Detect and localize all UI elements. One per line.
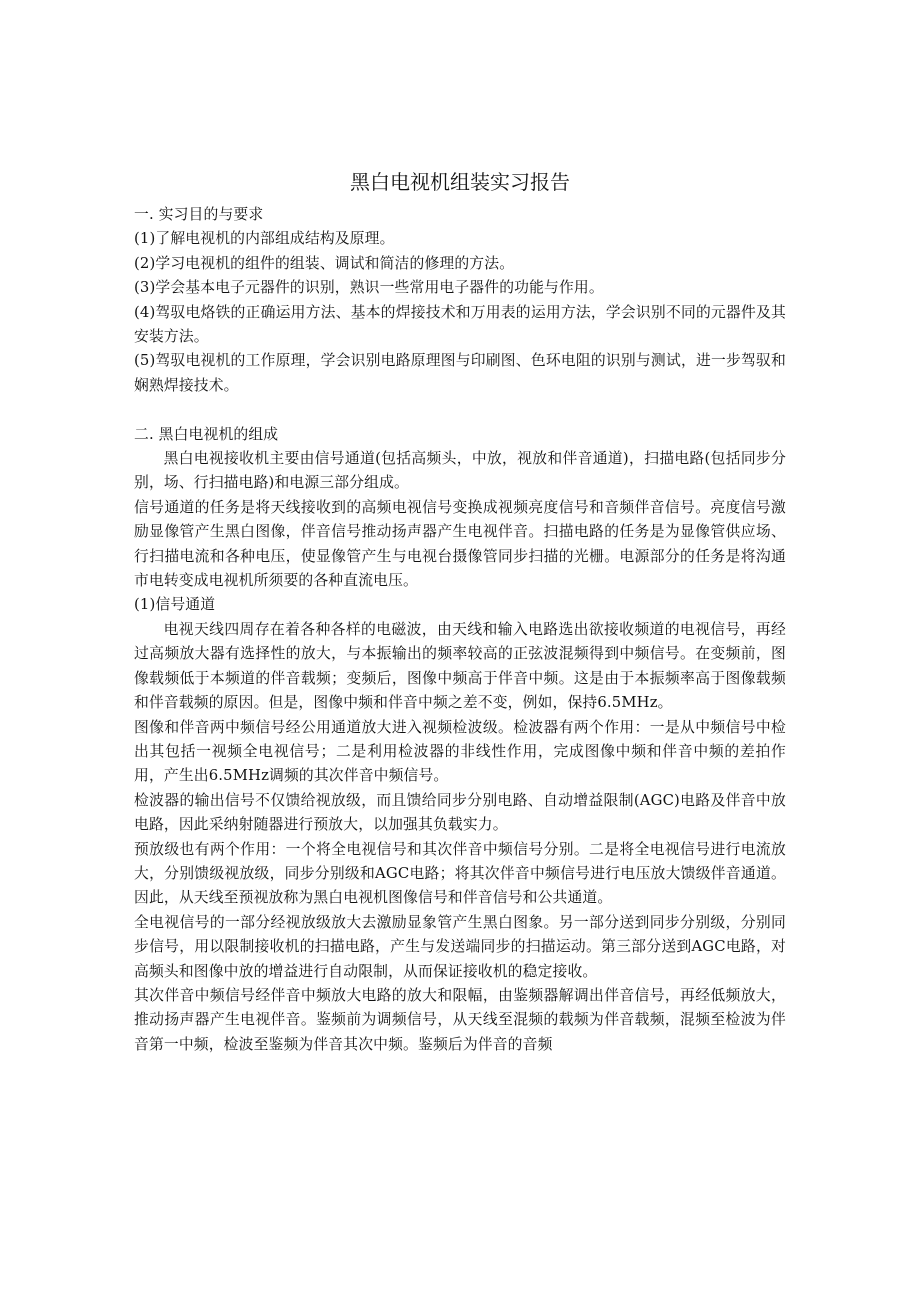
list-item: (3)学会基本电子元器件的识别，熟识一些常用电子器件的功能与作用。 bbox=[134, 279, 604, 297]
list-item: (2)学习电视机的组件的组装、调试和简洁的修理的方法。 bbox=[134, 254, 515, 272]
list-item: (5)驾驭电视机的工作原理，学会识别电路原理图与印刷图、色环电阻的识别与测试，进一步驾驭和娴熟焊接技术。 bbox=[134, 352, 786, 394]
subheading: (1)信号通道 bbox=[134, 596, 216, 614]
document-title: 黑白电视机组装实习报告 bbox=[350, 170, 570, 194]
document-body bbox=[134, 203, 786, 1057]
paragraph: 黑白电视接收机主要由信号通道(包括高频头，中放，视放和伴音通道)，扫描电路(包括同步分别，场、行扫描电路)和电源三部分组成。 bbox=[134, 450, 786, 492]
paragraph: 全电视信号的一部分经视放级放大去激励显象管产生黑白图象。另一部分送到同步分别级，分别同步信号，用以限制接收机的扫描电路，产生与发送端同步的扫描运动。第三部分送到AGC电路，对高频头和图像中放的增益进行自动限制，从而保证接收机的稳定接收。 bbox=[134, 913, 786, 980]
paragraph: 信号通道的任务是将天线接收到的高频电视信号变换成视频亮度信号和音频伴音信号。亮度信号激励显像管产生黑白图像，伴音信号推动扬声器产生电视伴音。扫描电路的任务是为显像管供应场、行扫描电流和各种电压，使显像管产生与电视台摄像管同步扫描的光栅。电源部分的任务是将沟通市电转变成电视机所须要的各种直流电压。 bbox=[134, 498, 786, 590]
section-heading: 二. 黑白电视机的组成 bbox=[134, 425, 279, 443]
paragraph: 电视天线四周存在着各种各样的电磁波，由天线和输入电路选出欲接收频道的电视信号，再经过高频放大器有选择性的放大，与本振输出的频率较高的正弦波混频得到中频信号。在变频前，图像载频低于本频道的伴音载频；变频后，图像中频高于伴音中频。这是由于本振频率高于图像载频和伴音载频的原因。但是，图像中频和伴音中频之差不变，例如，保持6.5MHz。 bbox=[134, 620, 786, 712]
section-gap bbox=[134, 398, 786, 422]
paragraph: 预放级也有两个作用：一个将全电视信号和其次伴音中频信号分别。二是将全电视信号进行电流放大，分别馈级视放级，同步分别级和AGC电路；将其次伴音中频信号进行电压放大馈级伴音通道。因此，从天线至预视放称为黑白电视机图像信号和伴音信号和公共通道。 bbox=[134, 840, 786, 907]
list-item: (4)驾驭电烙铁的正确运用方法、基本的焊接技术和万用表的运用方法，学会识别不同的元器件及其安装方法。 bbox=[134, 303, 786, 346]
paragraph: 检波器的输出信号不仅馈给视放级，而且馈给同步分别电路、自动增益限制(AGC)电路及伴音中放电路，因此采纳射随器进行预放大，以加强其负载实力。 bbox=[134, 791, 786, 834]
paragraph: 图像和伴音两中频信号经公用通道放大进入视频检波级。检波器有两个作用：一是从中频信号中检出其包括一视频全电视信号；二是利用检波器的非线性作用，完成图像中频和伴音中频的差拍作用，产生出6.5MHz调频的其次伴音中频信号。 bbox=[134, 718, 786, 785]
paragraph: 其次伴音中频信号经伴音中频放大电路的放大和限幅，由鉴频器解调出伴音信号，再经低频放大，推动扬声器产生电视伴音。鉴频前为调频信号，从天线至混频的载频为伴音载频，混频至检波为伴音第一中频，检波至鉴频为伴音其次中频。鉴频后为伴音的音频 bbox=[134, 986, 786, 1053]
section-heading: 一. 实习目的与要求 bbox=[134, 206, 264, 223]
list-item: (1)了解电视机的内部组成结构及原理。 bbox=[134, 230, 395, 248]
